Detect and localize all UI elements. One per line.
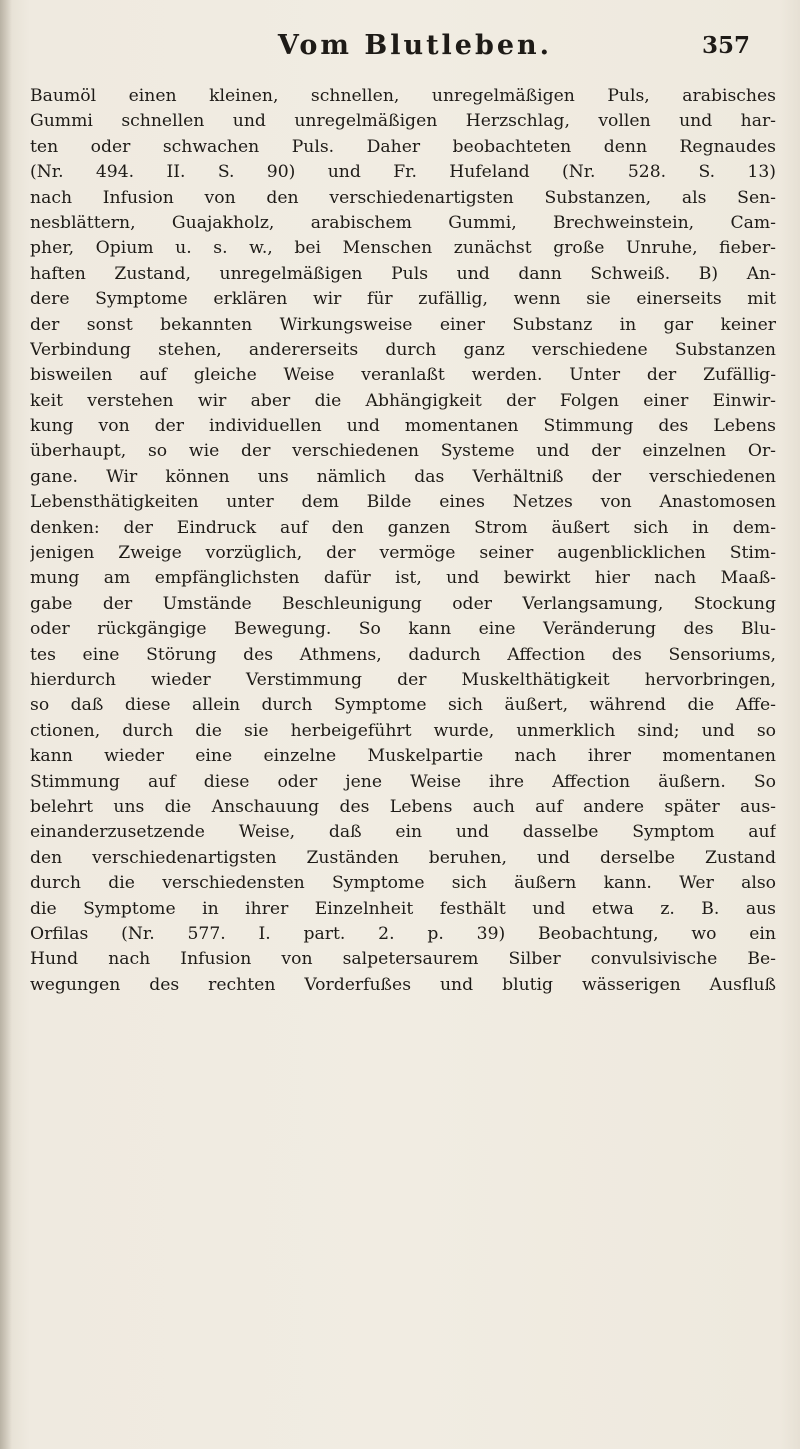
text-line: Lebensthätigkeiten unter dem Bilde eines Netzes von Anastomosen: [30, 492, 776, 513]
text-line: keit verstehen wir aber die Abhängigkeit der Folgen einer Einwir-: [30, 390, 776, 411]
text-line: tes eine Störung des Athmens, dadurch Affection des Sensoriums,: [30, 644, 776, 665]
text-line: gane. Wir können uns nämlich das Verhältniß der verschiedenen: [30, 466, 776, 487]
text-line: Verbindung stehen, andererseits durch ganz verschiedene Substanzen: [30, 339, 776, 360]
text-line: Baumöl einen kleinen, schnellen, unregelmäßigen Puls, arabisches: [30, 86, 776, 106]
text-line: Stimmung auf diese oder jene Weise ihre Affection äußern. So: [30, 771, 776, 792]
text-line: mung am empfänglichsten dafür ist, und bewirkt hier nach Maaß-: [30, 568, 776, 589]
text-line: nesblättern, Guajakholz, arabischem Gummi, Brechweinstein, Cam-: [30, 212, 776, 233]
page-number: 357: [701, 32, 750, 59]
text-line: überhaupt, so wie der verschiedenen Systeme und der einzelnen Or-: [30, 441, 776, 462]
text-line: Gummi schnellen und unregelmäßigen Herzschlag, vollen und har-: [30, 111, 776, 132]
text-line: den verschiedenartigsten Zuständen beruhen, und derselbe Zustand: [30, 847, 776, 868]
text-line: dere Symptome erklären wir für zufällig, wenn sie einerseits mit: [30, 289, 776, 310]
text-line: kann wieder eine einzelne Muskelpartie nach ihrer momentanen: [30, 746, 776, 767]
text-line: einanderzusetzende Weise, daß ein und dasselbe Symptom auf: [30, 822, 776, 843]
running-head: Vom Blutleben.: [277, 30, 553, 61]
text-line: bisweilen auf gleiche Weise veranlaßt werden. Unter der Zufällig-: [30, 365, 776, 386]
text-line: ten oder schwachen Puls. Daher beobachteten denn Regnaudes: [30, 136, 776, 157]
text-line: gabe der Umstände Beschleunigung oder Verlangsamung, Stockung: [30, 593, 776, 614]
text-line: wegungen des rechten Vorderfußes und blutig wässerigen Ausfluß: [30, 974, 776, 995]
text-line: jenigen Zweige vorzüglich, der vermöge seiner augenblicklichen Stim-: [30, 543, 776, 564]
text-line: pher, Opium u. s. w., bei Menschen zunächst große Unruhe, fieber-: [30, 238, 776, 259]
text-line: belehrt uns die Anschauung des Lebens auch auf andere später aus-: [30, 796, 776, 817]
text-line: der sonst bekannten Wirkungsweise einer Substanz in gar keiner: [30, 314, 776, 335]
text-line: Orfilas (Nr. 577. I. part. 2. p. 39) Beobachtung, wo ein: [30, 923, 776, 944]
text-line: nach Infusion von den verschiedenartigsten Substanzen, als Sen-: [30, 187, 776, 208]
text-line: kung von der individuellen und momentanen Stimmung des Lebens: [30, 416, 776, 437]
text-line: hierdurch wieder Verstimmung der Muskelthätigkeit hervorbringen,: [30, 669, 776, 690]
text-line: denken: der Eindruck auf den ganzen Strom äußert sich in dem-: [30, 517, 776, 538]
text-line: oder rückgängige Bewegung. So kann eine Veränderung des Blu-: [30, 619, 776, 640]
page-header: [190, 30, 750, 70]
body-text: [30, 84, 776, 998]
text-line: ctionen, durch die sie herbeigeführt wurde, unmerklich sind; und so: [30, 720, 776, 741]
text-line: die Symptome in ihrer Einzelnheit festhält und etwa z. B. aus: [30, 898, 776, 919]
text-line: Hund nach Infusion von salpetersaurem Silber convulsivische Be-: [30, 949, 776, 970]
page-gutter-shadow: [0, 0, 12, 1449]
text-line: durch die verschiedensten Symptome sich äußern kann. Wer also: [30, 873, 776, 894]
text-line: haften Zustand, unregelmäßigen Puls und dann Schweiß. B) An-: [30, 263, 776, 284]
text-line: so daß diese allein durch Symptome sich äußert, während die Affe-: [30, 695, 776, 716]
text-line: (Nr. 494. II. S. 90) und Fr. Hufeland (Nr. 528. S. 13): [30, 162, 776, 183]
